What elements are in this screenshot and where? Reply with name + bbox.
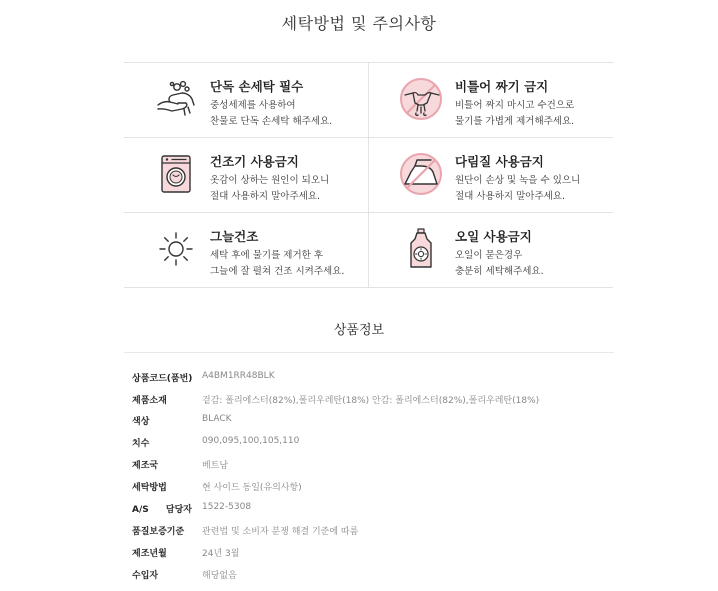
info-label: 품질보증기준 (132, 527, 185, 537)
product-info-table (124, 352, 614, 591)
care-item-hand-wash (124, 63, 369, 138)
page-title: 세탁방법 및 주의사항 (281, 14, 437, 33)
info-label: 제품소재 (132, 396, 167, 406)
info-value: 해당없음 (202, 571, 237, 581)
info-label: 세탁방법 (132, 483, 167, 493)
no-wring-icon (397, 75, 445, 123)
info-row-product-code (124, 366, 614, 387)
care-desc: 비틀어 짜지 마시고 수건으로 물기를 가볍게 제거해주세요. (455, 100, 575, 127)
care-item-no-iron (369, 138, 613, 213)
care-item-no-wring (369, 63, 613, 138)
care-title: 다림질 사용금지 (455, 154, 544, 169)
care-item-shade-dry (124, 213, 369, 288)
info-value: A4BM1RR48BLK (202, 371, 275, 381)
info-row-wash (124, 475, 614, 496)
info-value: 1522-5308 (202, 502, 252, 512)
info-row-origin (124, 453, 614, 474)
no-iron-icon (397, 150, 445, 198)
info-label: 상품코드(품번) (132, 374, 193, 384)
care-item-no-oil (369, 213, 613, 288)
info-label: 제조년월 (132, 549, 167, 559)
info-value: 현 사이드 동일(유의사항) (202, 483, 302, 493)
info-row-material (124, 388, 614, 409)
product-info-title: 상품정보 (333, 323, 385, 338)
info-row-importer (124, 563, 614, 584)
hand-wash-icon (152, 75, 200, 123)
care-desc: 중성세제를 사용하여 찬물로 단독 손세탁 해주세요. (210, 100, 333, 127)
no-dryer-icon (152, 150, 200, 198)
info-value: 베트남 (202, 461, 229, 471)
info-row-manufacture-date (124, 541, 614, 562)
info-label: A/S 담당자 (132, 505, 192, 515)
info-row-size (124, 431, 614, 452)
info-label: 치수 (132, 439, 150, 449)
care-desc: 옷감이 상하는 원인이 되오니 절대 사용하지 말아주세요. (210, 175, 330, 202)
care-desc: 세탁 후에 물기를 제거한 후 그늘에 잘 펼쳐 건조 시켜주세요. (210, 250, 345, 277)
info-label: 수입자 (132, 571, 159, 581)
info-value: 겉감: 폴리에스터(82%),폴리우레탄(18%) 안감: 폴리에스터(82%),폴리우레탄(18%) (202, 396, 540, 406)
info-label: 제조국 (132, 461, 159, 471)
sun-shade-icon (152, 225, 200, 273)
care-title: 오일 사용금지 (455, 229, 532, 244)
no-oil-icon (397, 225, 445, 273)
care-desc: 오일이 묻은경우 충분히 세탁해주세요. (455, 250, 544, 277)
info-row-color (124, 409, 614, 430)
info-row-as-contact (124, 497, 614, 518)
info-value: 24년 3월 (202, 549, 240, 559)
care-title: 단독 손세탁 필수 (210, 79, 304, 94)
info-row-warranty (124, 519, 614, 540)
info-label: 색상 (132, 417, 150, 427)
care-instructions-grid (124, 62, 614, 287)
info-value: 090,095,100,105,110 (202, 436, 300, 446)
info-value: 관련법 및 소비자 분쟁 해결 기준에 따름 (202, 527, 359, 537)
care-title: 건조기 사용금지 (210, 154, 299, 169)
info-value: BLACK (202, 414, 232, 424)
care-desc: 원단이 손상 및 녹을 수 있으니 절대 사용하지 말아주세요. (455, 175, 581, 202)
care-item-no-dryer (124, 138, 369, 213)
care-title: 비틀어 짜기 금지 (455, 79, 549, 94)
care-title: 그늘건조 (210, 229, 259, 244)
